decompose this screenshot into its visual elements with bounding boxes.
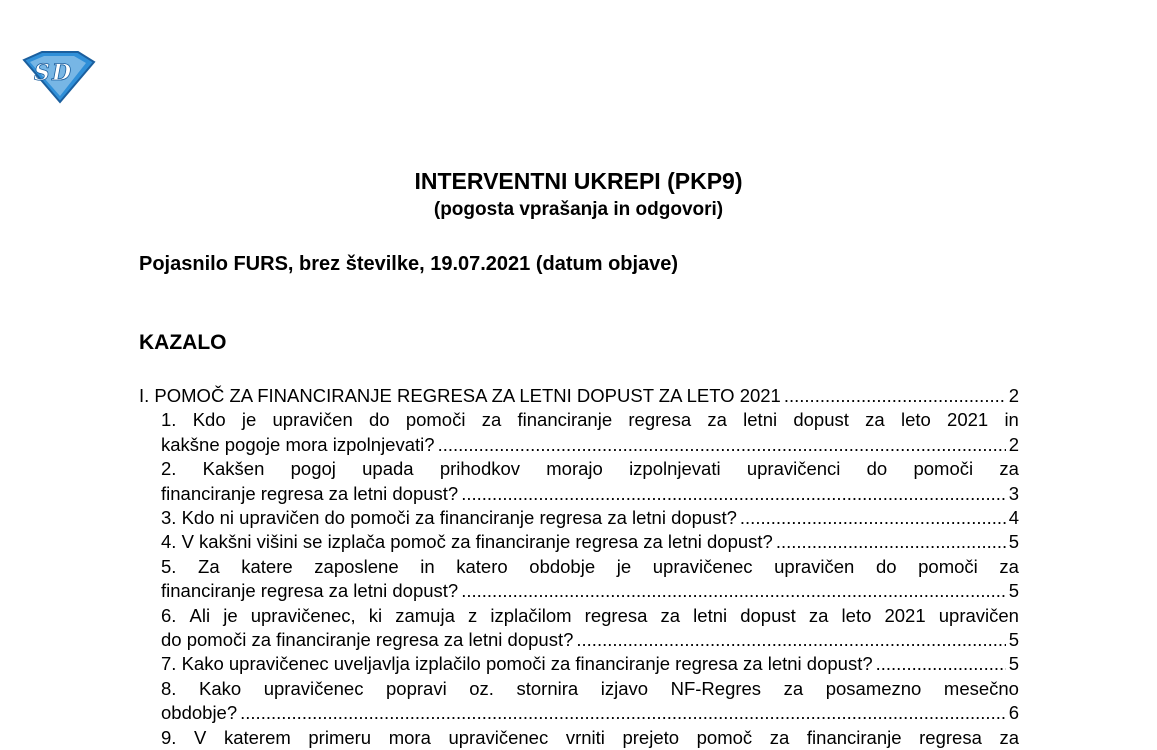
toc-entry-line [161,482,1019,506]
toc-entry-text: financiranje regresa za letni dopust? [161,482,459,504]
toc-word: vrniti [565,726,605,748]
toc-word: pogoj [290,458,336,480]
toc-leader [776,530,1006,554]
toc-page-number: 3 [1008,482,1019,504]
toc-word: pomoči [913,458,974,480]
toc-word: NF-Regres [670,677,762,699]
toc-word: za [481,409,502,431]
toc-entry-line [161,408,1019,432]
toc-word: 2021 [947,409,989,431]
toc-word: za [707,409,727,431]
toc-word: za [865,409,885,431]
toc-entry-line [161,433,1019,457]
toc-word: dopust [740,604,796,626]
toc-entry[interactable] [161,726,1019,750]
toc-entry[interactable] [161,652,1019,676]
toc-word: regresa [628,409,692,431]
toc-entry-line [161,628,1019,652]
toc-entry[interactable] [161,408,1019,457]
toc-word: upravičen [272,409,353,431]
toc-entry-text: obdobje? [161,702,238,724]
toc-leader [876,652,1006,676]
toc-word: za [808,604,829,626]
toc-entry-line [161,506,1019,530]
toc-word: katere [241,555,293,577]
toc-word: pomoči [405,409,466,431]
toc-word: 5. [161,555,177,577]
toc-word: 1. [161,409,177,431]
toc-word: Ali [189,604,211,626]
toc-word: prejeto [622,726,680,748]
toc-word: in [420,555,435,577]
toc-leader [438,433,1006,457]
toc-word: popravi [386,677,447,699]
toc-word: zamuja [395,604,455,626]
toc-word: do [866,458,888,480]
toc-entry[interactable] [161,604,1019,653]
toc-word: upravičenec [263,677,364,699]
toc-leader [740,506,1006,530]
toc-leader [461,579,1005,603]
toc-word: 2. [161,458,177,480]
toc-word: leto [841,604,872,626]
toc-word: regresa [584,604,648,626]
toc-word: leto [900,409,931,431]
toc-leader [784,384,1006,408]
toc-word: Kako [198,677,242,699]
toc-word: V [194,726,207,748]
toc-word: financiranje [806,726,902,748]
toc-page-number: 6 [1008,702,1019,724]
toc-word: upravičenec [652,555,753,577]
toc-word: katero [456,555,508,577]
toc-entry[interactable] [161,677,1019,726]
toc-entry-text: financiranje regresa za letni dopust? [161,580,459,602]
document-subtitle: (pogosta vprašanja in odgovori) [433,199,724,220]
document-source: Pojasnilo FURS, brez številke, 19.07.2021 (datum objave) [139,253,679,275]
toc-word: upravičenec, [250,604,356,626]
toc-section-title: I. POMOČ ZA FINANCIRANJE REGRESA ZA LETNI DOPUST ZA LETO 2021 [139,385,781,406]
toc-leader [240,701,1006,725]
toc-word: Kakšen [202,458,265,480]
toc-word: do [368,409,390,431]
toc-word: 6. [161,604,177,626]
toc-entry-list [139,408,1019,750]
toc-word: upravičenec [448,726,549,748]
toc-word: izplačilom [490,604,572,626]
document-title: INTERVENTNI UKREPI (PKP9) [414,168,743,194]
toc-word: izpolnjevati [629,458,721,480]
toc-word: mesečno [943,677,1019,699]
toc-entry[interactable] [161,555,1019,604]
toc-word: je [241,409,257,431]
toc-entry[interactable] [161,530,1019,554]
toc-word: za [769,726,790,748]
toc-word: za [999,726,1019,748]
toc-page-number: 5 [1008,653,1019,675]
toc-word: upada [362,458,414,480]
svg-text:S: S [34,60,50,86]
toc-word: stornira [516,677,579,699]
sd-logo-icon [22,48,96,104]
toc-entry-text: 7. Kako upravičenec uveljavlja izplačilo pomoči za financiranje regresa za letni dopust? [161,653,873,675]
toc-entry-text: kakšne pogoje mora izpolnjevati? [161,433,435,455]
toc-entry-line [161,579,1019,603]
toc-entry-line [161,555,1019,579]
toc-word: upravičen [938,604,1019,626]
toc-word: letni [743,409,778,431]
toc-word: izjavo [600,677,649,699]
toc-entry-line [161,530,1019,554]
toc-word: letni [693,604,728,626]
toc-word: upravičen [774,555,855,577]
toc-word: 9. [161,726,177,748]
toc-word: posamezno [825,677,922,699]
toc-word: z [467,604,478,626]
toc-word: financiranje [517,409,613,431]
toc-word: mora [388,726,431,748]
toc-word: ki [368,604,383,626]
toc-entry[interactable] [161,457,1019,506]
toc-leader [461,482,1005,506]
toc-section[interactable] [139,384,1019,408]
toc-page-number: 5 [1008,531,1019,553]
toc-entry-line [161,604,1019,628]
toc-page-number: 2 [1008,385,1019,406]
toc-word: oz. [469,677,494,699]
toc-word: primeru [308,726,372,748]
toc-word: za [783,677,804,699]
toc-word: in [1004,409,1019,431]
toc-word: Za [198,555,220,577]
toc-word: upravičenci [746,458,841,480]
toc-heading: KAZALO [139,331,227,354]
toc-word: pomoč [696,726,753,748]
toc-word: za [999,458,1019,480]
toc-entry-text: do pomoči za financiranje regresa za letni dopust? [161,629,574,651]
toc-word: prihodkov [439,458,521,480]
toc-word: za [999,555,1019,577]
toc-entry-line [161,726,1019,750]
toc-entry[interactable] [161,506,1019,530]
toc-word: 8. [161,677,177,699]
toc-word: do [875,555,897,577]
toc-word: zaposlene [314,555,399,577]
toc-page-number: 2 [1008,433,1019,455]
svg-text:D: D [52,60,72,86]
toc-word: je [223,604,238,626]
toc-entry-line [161,652,1019,676]
toc-entry-line [161,677,1019,701]
toc-entry-text: 4. V kakšni višini se izplača pomoč za financiranje regresa za letni dopust? [161,531,773,553]
toc-word: pomoči [918,555,978,577]
toc-word: dopust [793,409,849,431]
toc-word: Kdo [192,409,226,431]
toc-page-number: 4 [1008,507,1019,529]
toc-word: morajo [546,458,603,480]
toc-word: za [660,604,681,626]
toc-word: je [616,555,632,577]
toc-entry-line [161,457,1019,481]
toc-word: obdobje [529,555,596,577]
toc-page-number: 5 [1008,580,1019,602]
toc-leader [576,628,1005,652]
toc-entry-text: 3. Kdo ni upravičen do pomoči za financiranje regresa za letni dopust? [161,507,737,529]
table-of-contents [139,384,1019,750]
toc-page-number: 5 [1008,629,1019,651]
toc-entry-line [161,701,1019,725]
toc-word: katerem [223,726,291,748]
toc-word: 2021 [884,604,926,626]
toc-word: regresa [919,726,982,748]
